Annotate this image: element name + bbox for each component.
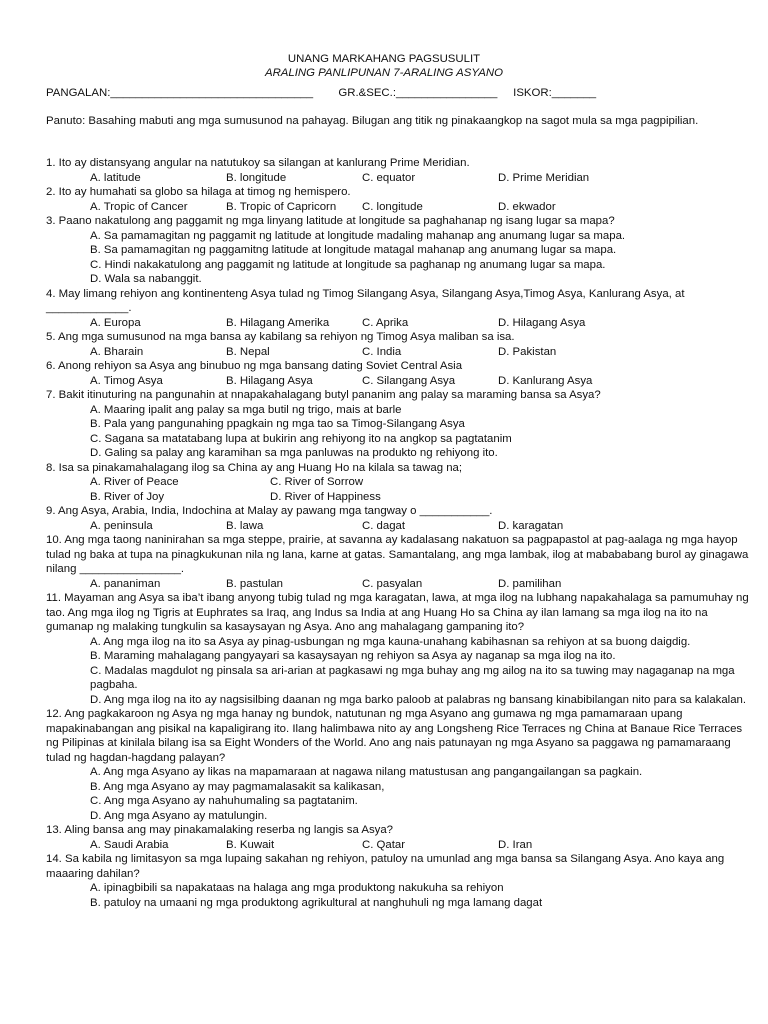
choice-a[interactable]: A. Sa pamamagitan ng paggamit ng latitude at longitude madaling mahanap ang anumang lugar sa mapa. [90,229,626,242]
choice-d[interactable]: D. Ang mga Asyano ay matulungin. [90,809,268,822]
choices [46,200,750,215]
question-text: 14. Sa kabila ng limitasyon sa mga lupaing sakahan ng rehiyon, patuloy na umunlad ang mga bansa sa Silangang Asya. Ano kaya ang maaaring dahilan? [46,853,725,880]
exam-header [0,52,768,80]
choice-c[interactable]: C. Sagana sa matatabang lupa at bukirin ang rehiyong ito na angkop sa pagtatanim [90,432,512,445]
choice-b[interactable]: B. River of Joy [90,490,165,503]
choice-a[interactable]: A. Ang mga ilog na ito sa Asya ay pinag-usbungan ng mga kauna-unahang kabihasnan sa rehiyon at sa buong daigdig. [90,635,691,648]
choice-b[interactable]: B. Nepal [226,345,270,358]
question-1 [46,156,750,185]
question-12 [46,707,750,823]
choice-b[interactable]: B. Sa pamamagitan ng paggamitng latitude at longitude matagal mahanap ang anumang lugar sa mapa. [90,244,617,256]
choice-c[interactable]: C. longitude [362,200,423,213]
question-2 [46,185,750,214]
choice-c[interactable]: C. Madalas magdulot ng pinsala sa ari-arian at pagkasawi ng mga buhay ang mg ailog na ito sa tuwing may nagaganap na mga pagbaha. [90,664,735,691]
choice-b[interactable]: B. pastulan [226,577,283,590]
student-info-line: PANGALAN:________________________________ GR.&SEC.:________________ ISKOR:_______ [46,87,597,99]
choices [46,345,750,360]
choice-c[interactable]: C. dagat [362,519,406,532]
choice-d[interactable]: D. River of Happiness [270,490,381,503]
question-text: 4. May limang rehiyon ang kontinenteng Asya tulad ng Timog Silangang Asya, Silangang Asya,Timog Asya, Kanlurang Asya, at _____________. [46,287,685,314]
choice-d[interactable]: D. Ang mga ilog na ito ay nagsisilbing daanan ng mga barko paloob at palabras ng bansang kinabibilangan nito para sa kalakalan. [90,693,747,706]
choice-a[interactable]: A. Timog Asya [90,374,163,387]
choice-d[interactable]: D. Pakistan [498,345,557,358]
choice-b[interactable]: B. Tropic of Capricorn [226,200,337,213]
choice-c[interactable]: C. River of Sorrow [270,476,364,488]
choice-a[interactable]: A. peninsula [90,519,153,532]
choice-b[interactable]: B. longitude [226,171,287,184]
question-14 [46,852,750,910]
question-text: 8. Isa sa pinakamahalagang ilog sa China ay ang Huang Ho na kilala sa tawag na; [46,461,463,474]
choice-b[interactable]: B. Pala yang pangunahing ppagkain ng mga tao sa Timog-Silangang Asya [90,418,465,430]
choice-c[interactable]: C. Aprika [362,316,409,329]
question-text: 1. Ito ay distansyang angular na natutukoy sa silangan at kanlurang Prime Meridian. [46,157,470,169]
choice-c[interactable]: C. Ang mga Asyano ay nahuhumaling sa pagtatanim. [90,795,358,807]
choice-b[interactable]: B. Ang mga Asyano ay may pagmamalasakit sa kalikasan, [90,780,385,793]
choice-a[interactable]: A. pananiman [90,577,161,590]
choice-a[interactable]: A. Ang mga Asyano ay likas na mapamaraan at nagawa nilang matustusan ang pangangailangan sa pagkain. [90,766,643,778]
question-text: 11. Mayaman ang Asya sa iba’t ibang anyong tubig tulad ng mga karagatan, lawa, at mga ilog na lubhang napakahalaga sa pamumuhay ng tao. Ang mga ilog ng Tigris at Euphrates sa Iraq, ang Indus sa India at ang Huang Ho sa China ay ilan lamang sa mga ilog na ito na gumanap ng malaking tungkulin sa kasaysayan ng Asya. Ano ang mahalagang gampaning ito? [46,592,749,633]
choice-d[interactable]: D. Prime Meridian [498,171,590,184]
choice-a[interactable]: A. Maaring ipalit ang palay sa mga butil ng trigo, mais at barle [90,403,402,416]
choice-d[interactable]: D. Iran [498,838,533,851]
choice-c[interactable]: C. equator [362,171,416,184]
choice-b[interactable]: B. patuloy na umaani ng mga produktong agrikultural at nanghuhuli ng mga lamang dagat [90,896,543,909]
choice-d[interactable]: D. ekwador [498,200,556,213]
choice-a[interactable]: A. ipinagbibili sa napakataas na halaga ang mga produktong nakukuha sa rehiyon [90,882,504,894]
choices [46,374,750,389]
question-5 [46,330,750,359]
question-9 [46,504,750,533]
instructions: Panuto: Basahing mabuti ang mga sumusunod na pahayag. Bilugan ang titik ng pinakaangkop na sagot mula sa mga pagpipilian. [46,115,699,127]
question-text: 5. Ang mga sumusunod na mga bansa ay kabilang sa rehiyon ng Timog Asya maliban sa isa. [46,331,515,343]
choice-c[interactable]: C. India [362,345,402,358]
choice-d[interactable]: D. karagatan [498,519,564,532]
choice-c[interactable]: C. Qatar [362,838,406,851]
choices [46,577,750,592]
choices [46,490,750,505]
choice-b[interactable]: B. Hilagang Asya [226,374,313,387]
question-text: 3. Paano nakatulong ang paggamit ng mga linyang latitude at longitude sa paghahanap ng isang lugar sa mapa? [46,215,615,227]
question-3 [46,214,750,287]
question-text: 10. Ang mga taong naninirahan sa mga steppe, prairie, at savanna ay kadalasang nakatuon sa pagpapastol at pag-aalaga ng mga hayop tulad ng baka at tupa na pinagkukunan nila ng lana, karne at gatas. Samantalang, ang mga lambak, ilog at mabababang burol ay ginagawa nilang ________________. [46,534,749,575]
choices [46,475,750,490]
choice-a[interactable]: A. Europa [90,316,141,329]
choice-b[interactable]: B. Maraming mahalagang pangyayari sa kasaysayan ng rehiyon sa Asya ay naganap sa mga ilog na ito. [90,650,616,662]
question-list [46,156,750,910]
question-text: 12. Ang pagkakaroon ng Asya ng mga hanay ng bundok, natutunan ng mga Asyano ang gumawa ng mga pamamaraan upang mapakinabangan ang pisikal na kapaligirang ito. Ilang halimbawa nito ay ang Longsheng Rice Terraces ng China at Banaue Rice Terraces ng Pilipinas at kinilala bilang isa sa Eight Wonders of the World. Ano ang nais patunayan ng mga Asyano sa paggawa ng pamamaraang tulad ng hagdan-hagdang palayan? [46,708,743,764]
choice-a[interactable]: A. Saudi Arabia [90,838,169,851]
question-6 [46,359,750,388]
question-11 [46,591,750,707]
choice-a[interactable]: A. River of Peace [90,476,179,488]
question-text: 2. Ito ay humahati sa globo sa hilaga at timog ng hemispero. [46,186,351,198]
exam-subtitle: ARALING PANLIPUNAN 7-ARALING ASYANO [264,67,503,79]
question-text: 13. Aling bansa ang may pinakamalaking reserba ng langis sa Asya? [46,824,394,836]
question-4 [46,287,750,331]
choice-d[interactable]: D. Galing sa palay ang karamihan sa mga panluwas na produkto ng rehiyong ito. [90,447,498,459]
choice-a[interactable]: A. latitude [90,171,141,184]
question-8 [46,461,750,505]
choice-c[interactable]: C. pasyalan [362,577,423,590]
choice-d[interactable]: D. Wala sa nabanggit. [90,273,202,285]
choice-d[interactable]: D. pamilihan [498,577,562,590]
choice-b[interactable]: B. lawa [226,519,264,532]
choice-c[interactable]: C. Silangang Asya [362,374,456,387]
question-10 [46,533,750,591]
choice-d[interactable]: D. Hilagang Asya [498,316,586,329]
choice-b[interactable]: B. Kuwait [226,838,275,851]
question-text: 6. Anong rehiyon sa Asya ang binubuo ng mga bansang dating Soviet Central Asia [46,360,463,372]
choice-d[interactable]: D. Kanlurang Asya [498,374,593,387]
choice-a[interactable]: A. Bharain [90,345,144,358]
question-7 [46,388,750,461]
exam-title: UNANG MARKAHANG PAGSUSULIT [287,53,481,65]
choice-a[interactable]: A. Tropic of Cancer [90,200,188,213]
question-text: 7. Bakit itinuturing na pangunahin at nnapakahalagang butyl pananim ang palay sa maraming bansa sa Asya? [46,389,601,401]
question-text: 9. Ang Asya, Arabia, India, Indochina at Malay ay pawang mga tangway o ___________. [46,505,493,517]
choices [46,519,750,534]
choices [46,171,750,186]
question-13 [46,823,750,852]
choice-c[interactable]: C. Hindi nakakatulong ang paggamit ng latitude at longitude sa paghanap ng anumang lugar sa mapa. [90,258,606,271]
choice-b[interactable]: B. Hilagang Amerika [226,316,330,329]
choices [46,838,750,853]
choices [46,316,750,331]
